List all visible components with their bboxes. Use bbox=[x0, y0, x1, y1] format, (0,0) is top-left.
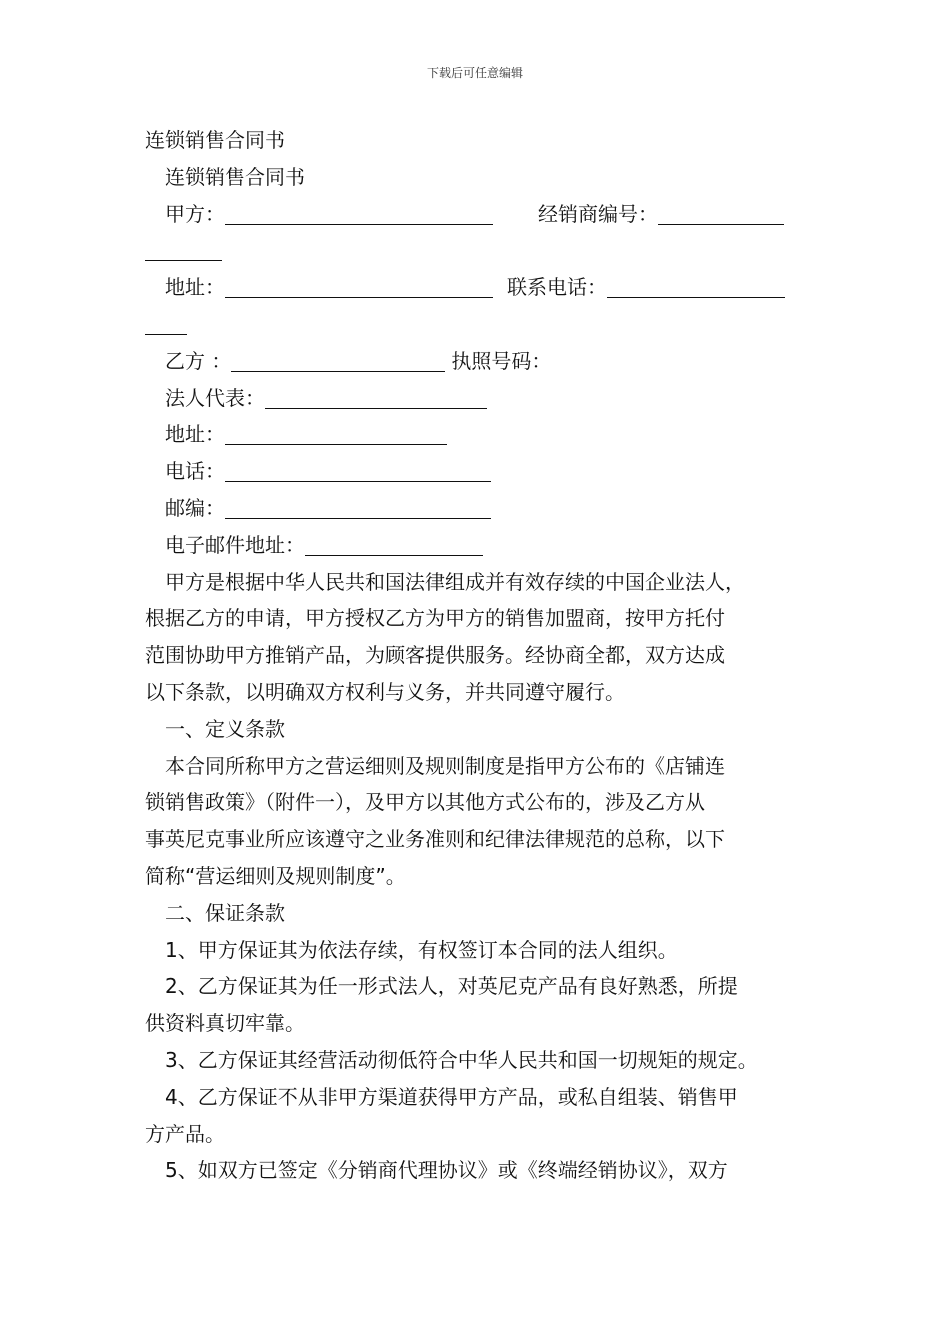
phone-b-label: 电话： bbox=[165, 459, 225, 484]
intro-line: 根据乙方的申请，甲方授权乙方为甲方的销售加盟商，按甲方托付 bbox=[145, 606, 725, 631]
address-b-blank bbox=[225, 422, 447, 445]
address-a-row bbox=[145, 269, 815, 306]
phone-a-blank-cont bbox=[145, 312, 187, 335]
section1-line: 简称“营运细则及规则制度”。 bbox=[145, 863, 406, 888]
clause-2-line: 供资料真切牢靠。 bbox=[145, 1011, 305, 1036]
phone-a-label: 联系电话： bbox=[507, 275, 607, 300]
party-a-blank bbox=[225, 202, 493, 225]
section1-line: 本合同所称甲方之营运细则及规则制度是指甲方公布的《店铺连 bbox=[165, 753, 725, 778]
postcode-label: 邮编： bbox=[165, 495, 225, 520]
dealer-no-continuation bbox=[145, 232, 815, 269]
party-b-label: 乙方 ： bbox=[165, 348, 232, 373]
section1-line: 事英尼克事业所应该遵守之业务准则和纪律法律规范的总称，以下 bbox=[145, 827, 725, 852]
doc-title: 连锁销售合同书 bbox=[145, 128, 285, 152]
party-a-label: 甲方： bbox=[165, 201, 225, 226]
section1-title: 一、定义条款 bbox=[165, 716, 285, 741]
party-b-blank bbox=[231, 349, 445, 372]
address-b-label: 地址： bbox=[165, 422, 225, 447]
phone-b-row bbox=[145, 453, 815, 490]
dealer-no-blank bbox=[658, 202, 784, 225]
clause-4-line: 4、乙方保证不从非甲方渠道获得甲方产品，或私自组装、销售甲 bbox=[165, 1084, 738, 1109]
intro-line: 范围协助甲方推销产品，为顾客提供服务。经协商全都，双方达成 bbox=[145, 643, 725, 668]
address-b-row bbox=[145, 416, 815, 453]
phone-b-blank bbox=[225, 459, 491, 482]
clause-1: 1、甲方保证其为依法存续，有权签订本合同的法人组织。 bbox=[165, 937, 678, 962]
clause-4-line: 方产品。 bbox=[145, 1121, 225, 1146]
page-header-note: 下载后可任意编辑 bbox=[426, 66, 523, 80]
clause-2-line: 2、乙方保证其为任一形式法人，对英尼克产品有良好熟悉，所提 bbox=[165, 974, 738, 999]
legal-rep-row bbox=[145, 380, 815, 417]
postcode-row bbox=[145, 490, 815, 527]
section1-line: 锁销售政策》（附件一），及甲方以其他方式公布的，涉及乙方从 bbox=[145, 790, 705, 815]
intro-line: 以下条款，以明确双方权利与义务，并共同遵守履行。 bbox=[145, 679, 625, 704]
dealer-no-blank-cont bbox=[145, 238, 222, 261]
email-blank bbox=[305, 533, 483, 556]
legal-rep-blank bbox=[265, 386, 487, 409]
clause-3: 3、乙方保证其经营活动彻低符合中华人民共和国一切规矩的规定。 bbox=[165, 1047, 758, 1072]
email-label: 电子邮件地址： bbox=[165, 532, 305, 557]
dealer-no-label: 经销商编号： bbox=[538, 201, 658, 226]
party-a-row bbox=[145, 196, 815, 233]
intro-line: 甲方是根据中华人民共和国法律组成并有效存续的中国企业法人， bbox=[165, 569, 745, 594]
doc-subtitle: 连锁销售合同书 bbox=[165, 164, 305, 189]
section2-title: 二、保证条款 bbox=[165, 900, 285, 925]
email-row bbox=[145, 527, 815, 564]
party-b-row bbox=[145, 343, 815, 380]
phone-a-blank bbox=[607, 275, 785, 298]
legal-rep-label: 法人代表： bbox=[165, 385, 265, 410]
postcode-blank bbox=[225, 496, 491, 519]
address-a-blank bbox=[225, 275, 493, 298]
license-label: 执照号码： bbox=[451, 348, 552, 373]
contract-body bbox=[145, 122, 815, 1189]
address-a-label: 地址： bbox=[165, 275, 225, 300]
clause-5: 5、如双方已签定《分销商代理协议》或《终端经销协议》，双方 bbox=[165, 1158, 728, 1183]
phone-a-continuation bbox=[145, 306, 815, 343]
